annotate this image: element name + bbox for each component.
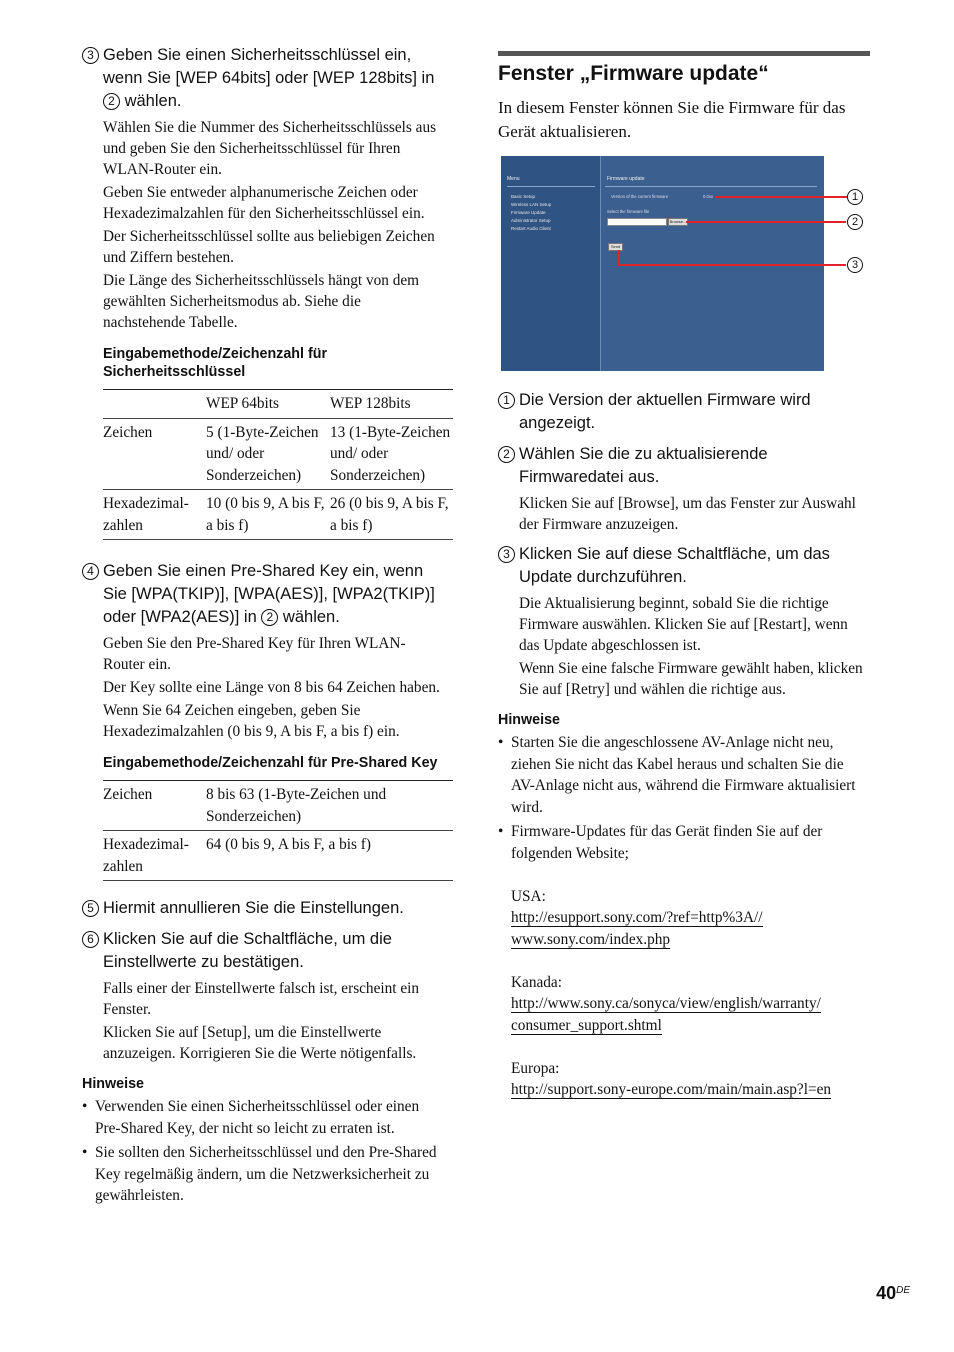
psk-table [103,780,453,881]
menu-item: Firmware Update [511,210,546,215]
select-label: Select the firmware file [607,209,650,214]
page-suffix: DE [896,1285,910,1296]
right-column [498,44,870,1104]
step-1-heading: 1 Die Version der aktuellen Firmware wird angezeigt. [498,389,870,435]
table-cell: 10 (0 bis 9, A bis F, a bis f) [206,495,325,534]
panel-title: Firmware update [607,176,645,182]
region-label: Kanada: [511,973,562,991]
table-cell: 26 (0 bis 9, A bis F, a bis f) [330,495,449,534]
table-cell: 13 (1-Byte-Zeichen und/ oder Sonderzeichen) [330,423,451,484]
callout-line [686,221,846,223]
table-cell: 5 (1-Byte-Zeichen und/ oder Sonderzeichen) [206,423,319,484]
callout-line [618,264,846,266]
step-number: 3 [498,546,515,563]
notes-title: Hinweise [498,712,560,728]
body-text: Falls einer der Einstellwerte falsch ist, erscheint ein Fenster. [103,980,420,1018]
menu-item: Restart Audio Client [511,226,551,231]
menu-title: Menu [507,176,520,182]
step-4-heading: 4 Geben Sie einen Pre-Shared Key ein, wenn Sie [WPA(TKIP)], [WPA(AES)], [WPA2(TKIP)] oder [WPA2(AES)] in 2 wählen. [82,560,442,629]
usa-support-link[interactable]: http://esupport.sony.com/?ref=http%3A// [511,909,763,926]
section-title: Fenster „Firmware update“ [498,51,870,86]
version-label: Version of the current firmware [611,194,669,199]
body-text: Klicken Sie auf [Setup], um die Einstellwerte anzuzeigen. Korrigieren Sie die Werte nötigenfalls. [103,1024,417,1062]
table-row [103,390,453,419]
table-cell: Hexadezimal-zahlen [103,836,189,875]
usa-support-link[interactable]: www.sony.com/index.php [511,930,671,948]
step-3-heading: 3 Geben Sie einen Sicherheitsschlüssel ein, wenn Sie [WEP 64bits] oder [WEP 128bits] in 2 wählen. [82,44,442,113]
table-row [103,490,453,540]
menu-item: Basic Setup [511,194,536,199]
menu-item: Administrator Setup [511,218,551,223]
table-caption: Eingabemethode/Zeichenzahl für Sicherheitsschlüssel [103,346,328,380]
notes-list [498,732,870,1101]
divider [605,186,817,187]
step-number: 2 [498,446,515,463]
body-text: Geben Sie den Pre-Shared Key für Ihren WLAN-Router ein. [103,635,406,673]
step-number: 3 [82,47,99,64]
step-ref: 2 [103,93,120,110]
step-6-heading: 6 Klicken Sie auf die Schaltfläche, um die Einstellwerte zu bestätigen. [82,928,442,974]
table-cell: Zeichen [103,786,153,803]
region-label: Europa: [511,1059,560,1077]
table-row [103,831,453,881]
send-button[interactable]: Send [608,243,623,251]
step-2-heading: 2 Wählen Sie die zu aktualisierende Firmwaredatei aus. [498,443,870,489]
table-cell: 8 bis 63 (1-Byte-Zeichen und Sonderzeichen) [206,786,387,825]
table-cell [103,390,206,419]
version-value: 0.0xx [703,194,714,199]
body-text: Der Key sollte eine Länge von 8 bis 64 Zeichen haben. [103,679,440,696]
step-number: 4 [82,563,99,580]
list-item: • Sie sollten den Sicherheitsschlüssel und den Pre-Shared Key regelmäßig ändern, um die Netzwerksicherheit zu gewährleisten. [82,1142,442,1207]
divider [507,186,595,187]
table-cell: Hexadezimal-zahlen [103,495,189,534]
table-row [103,418,453,490]
notes-title: Hinweise [82,1076,144,1092]
body-text: Die Länge des Sicherheitsschlüssels hängt von dem gewählten Sicherheitsmodus ab. Siehe die nachstehende Tabelle. [103,272,420,331]
step-5-heading: 5 Hiermit annullieren Sie die Einstellungen. [82,897,442,920]
notes-list [82,1096,442,1207]
list-item: • Verwenden Sie einen Sicherheitsschlüssel oder einen Pre-Shared Key, der nicht so leicht zu erraten ist. [82,1096,442,1139]
region-label: USA: [511,887,546,905]
table-row [103,781,453,831]
table-cell: WEP 64bits [206,395,279,412]
callout-3: 3 [847,257,863,273]
firmware-update-screenshot [501,156,859,371]
table-cell: WEP 128bits [330,395,411,412]
intro-text: In diesem Fenster können Sie die Firmware für das Gerät aktualisieren. [498,98,846,141]
europe-support-link[interactable]: http://support.sony-europe.com/main/main.asp?l=en [511,1081,832,1098]
canada-support-link[interactable]: http://www.sony.ca/sonyca/view/english/warranty/ [511,995,821,1012]
callout-line [715,196,847,198]
step-ref: 2 [261,609,278,626]
body-text: Klicken Sie auf [Browse], um das Fenster zur Auswahl der Firmware anzuzeigen. [519,495,856,533]
table-caption: Eingabemethode/Zeichenzahl für Pre-Shared Key [103,755,438,771]
step-number: 6 [82,931,99,948]
callout-2: 2 [847,214,863,230]
list-item: • Starten Sie die angeschlossene AV-Anlage nicht neu, ziehen Sie nicht das Kabel heraus und schalten Sie die AV-Anlage nicht aus, während die Firmware aktualisiert wird. [498,732,870,818]
table-cell: Zeichen [103,423,153,441]
screenshot-menu [501,156,601,371]
body-text: Wählen Sie die Nummer des Sicherheitsschlüssels aus und geben Sie den Sicherheitsschlüssel für Ihren WLAN-Router ein. [103,119,437,178]
table-cell: 64 (0 bis 9, A bis F, a bis f) [206,836,371,853]
list-item: • Firmware-Updates für das Gerät finden Sie auf der folgenden Website; USA: http://esupport.sony.com/?ref=http%3A// www.sony.com/index.php Kanada: http://www.sony.ca/sonyca/view/english/warranty/ consumer_support.shtml Europa: http://support.sony-europe.com/main/main.asp?l=en [498,821,870,1101]
page-number: 40DE [876,1283,910,1303]
left-column [82,44,451,1210]
callout-1: 1 [847,189,863,205]
body-text: Wenn Sie eine falsche Firmware gewählt haben, klicken Sie auf [Retry] und wählen die richtige aus. [519,660,863,698]
body-text: Die Aktualisierung beginnt, sobald Sie die richtige Firmware auswählen. Klicken Sie auf [Restart], wenn das Update abgeschlossen ist. [519,595,848,654]
file-input[interactable] [607,218,667,226]
menu-item: Wireless LAN Setup [511,202,552,207]
step-3-heading: 3 Klicken Sie auf diese Schaltfläche, um das Update durchzuführen. [498,543,870,589]
body-text: Der Sicherheitsschlüssel sollte aus beliebigen Zeichen und Ziffern bestehen. [103,228,435,266]
body-text: Geben Sie entweder alphanumerische Zeichen oder Hexadezimalzahlen für den Sicherheitsschlüssel ein. [103,184,425,222]
step-number: 1 [498,392,515,409]
browse-button[interactable]: Browse... [669,219,687,224]
step-number: 5 [82,900,99,917]
canada-support-link[interactable]: consumer_support.shtml [511,1016,662,1034]
body-text: Wenn Sie 64 Zeichen eingeben, geben Sie Hexadezimalzahlen (0 bis 9, A bis F, a bis f) ein. [103,702,400,740]
wep-key-table [103,389,453,540]
